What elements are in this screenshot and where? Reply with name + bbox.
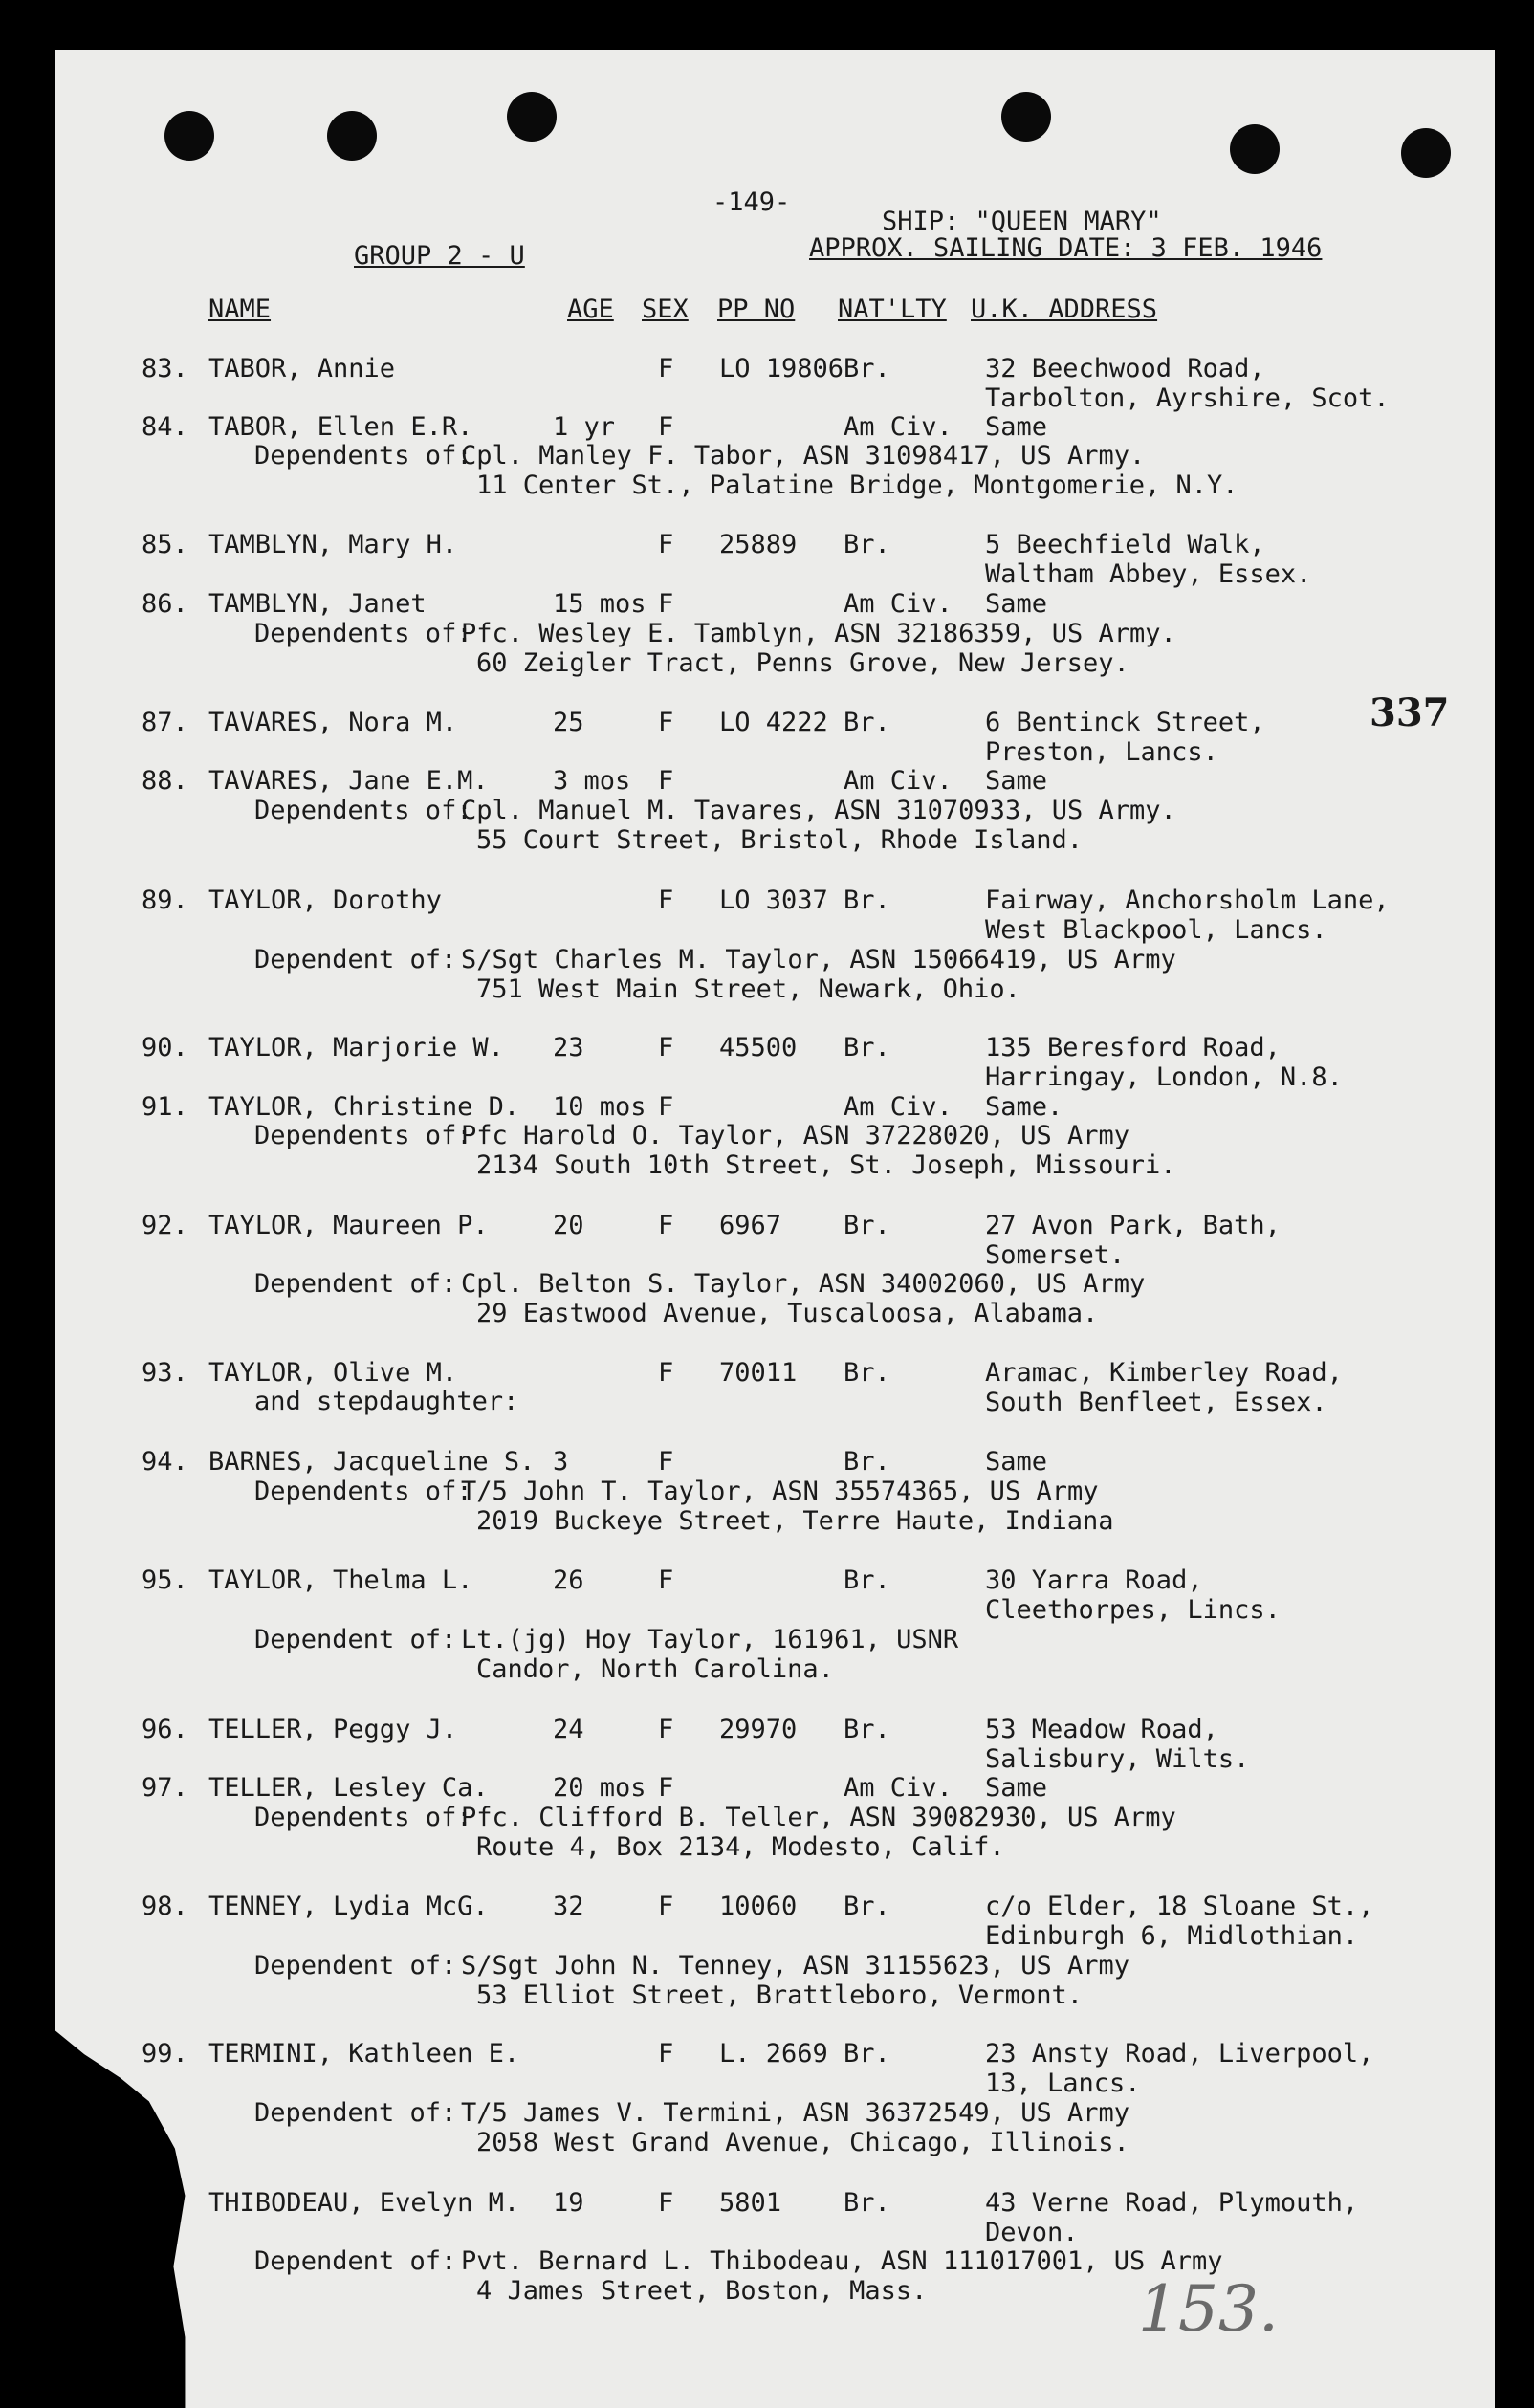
- punch-hole: [507, 92, 557, 142]
- sponsor-name: T/5 James V. Termini, ASN 36372549, US Army: [461, 2098, 1129, 2128]
- ship-label: SHIP: "QUEEN MARY": [882, 207, 1162, 236]
- sponsor-address: 55 Court Street, Bristol, Rhode Island.: [476, 825, 1083, 855]
- entry-address-line2: Tarbolton, Ayrshire, Scot.: [985, 383, 1390, 413]
- entry-nationality: Br.: [844, 886, 890, 915]
- group-label: GROUP 2 - U: [354, 241, 525, 271]
- entry-address: 53 Meadow Road,: [985, 1715, 1218, 1744]
- entry-passport: 29970: [719, 1715, 798, 1744]
- entry-nationality: Am Civ.: [844, 1092, 953, 1122]
- entry-sex: F: [658, 1565, 674, 1595]
- sponsor-address: Candor, North Carolina.: [476, 1654, 834, 1684]
- col-name: NAME: [208, 295, 272, 324]
- entry-number: 85.: [142, 530, 188, 559]
- entry-sex: F: [658, 886, 674, 915]
- entry-name: TAVARES, Nora M.: [208, 708, 458, 737]
- entry-address: Same: [985, 766, 1048, 796]
- entry-address: 27 Avon Park, Bath,: [985, 1211, 1281, 1240]
- dependent-label: Dependent of:: [254, 1269, 457, 1299]
- entry-address: 135 Beresford Road,: [985, 1033, 1281, 1062]
- entry-address-line2: Somerset.: [985, 1240, 1126, 1270]
- entry-address: 6 Bentinck Street,: [985, 708, 1265, 737]
- punch-hole: [327, 111, 377, 161]
- entry-name: TABOR, Annie: [208, 354, 396, 383]
- entry-name: TAYLOR, Thelma L.: [208, 1565, 473, 1595]
- entry-address: Same: [985, 1447, 1048, 1477]
- entry-address-line2: Cleethorpes, Lincs.: [985, 1595, 1281, 1625]
- entry-number: 93.: [142, 1358, 188, 1388]
- sponsor-address: 751 West Main Street, Newark, Ohio.: [476, 974, 1020, 1004]
- entry-name: TAMBLYN, Mary H.: [208, 530, 458, 559]
- entry-address: Same: [985, 412, 1048, 442]
- entry-age: 25: [553, 708, 584, 737]
- dependent-label: Dependents of:: [254, 1121, 472, 1150]
- entry-sex: F: [658, 766, 674, 796]
- entry-number: 92.: [142, 1211, 188, 1240]
- entry-age: 32: [553, 1892, 584, 1921]
- dependent-label: Dependent of:: [254, 2098, 457, 2128]
- entry-passport: 10060: [719, 1892, 798, 1921]
- sponsor-name: Cpl. Manuel M. Tavares, ASN 31070933, US Army.: [461, 796, 1176, 825]
- entry-name: THIBODEAU, Evelyn M.: [208, 2188, 520, 2218]
- entry-number: 88.: [142, 766, 188, 796]
- entry-age: 3 mos: [553, 766, 631, 796]
- entry-sex: F: [658, 1447, 674, 1477]
- sponsor-name: Pvt. Bernard L. Thibodeau, ASN 111017001, US Army: [461, 2246, 1223, 2276]
- sponsor-name: Cpl. Manley F. Tabor, ASN 31098417, US Army.: [461, 441, 1146, 471]
- entry-name: TAVARES, Jane E.M.: [208, 766, 489, 796]
- entry-passport: LO 19806: [719, 354, 844, 383]
- entry-nationality: Br.: [844, 2188, 890, 2218]
- side-number: 337: [1370, 690, 1450, 735]
- entry-name: TABOR, Ellen E.R.: [208, 412, 473, 442]
- entry-age: 19: [553, 2188, 584, 2218]
- sponsor-name: S/Sgt Charles M. Taylor, ASN 15066419, US Army: [461, 945, 1176, 974]
- entry-number: 90.: [142, 1033, 188, 1062]
- punch-hole: [1401, 128, 1451, 178]
- entry-name: TAMBLYN, Janet: [208, 589, 427, 619]
- entry-number: 89.: [142, 886, 188, 915]
- entry-address-line2: Salisbury, Wilts.: [985, 1744, 1250, 1774]
- entry-name: TENNEY, Lydia McG.: [208, 1892, 489, 1921]
- entry-address: Aramac, Kimberley Road,: [985, 1358, 1343, 1388]
- entry-sex: F: [658, 2039, 674, 2069]
- entry-address-line2: Preston, Lancs.: [985, 737, 1218, 767]
- entry-nationality: Br.: [844, 708, 890, 737]
- entry-number: 95.: [142, 1565, 188, 1595]
- entry-sex: F: [658, 1358, 674, 1388]
- punch-hole: [164, 111, 214, 161]
- entry-number: 94.: [142, 1447, 188, 1477]
- entry-nationality: Br.: [844, 1715, 890, 1744]
- dependent-label: Dependent of:: [254, 1625, 457, 1654]
- sponsor-address: Route 4, Box 2134, Modesto, Calif.: [476, 1832, 1005, 1862]
- entry-passport: 6967: [719, 1211, 782, 1240]
- entry-nationality: Br.: [844, 1358, 890, 1388]
- entry-nationality: Br.: [844, 530, 890, 559]
- entry-sex: F: [658, 1092, 674, 1122]
- sponsor-name: S/Sgt John N. Tenney, ASN 31155623, US Army: [461, 1951, 1129, 1981]
- entry-address: c/o Elder, 18 Sloane St.,: [985, 1892, 1374, 1921]
- entry-number: 91.: [142, 1092, 188, 1122]
- entry-sex: F: [658, 2188, 674, 2218]
- entry-nationality: Br.: [844, 354, 890, 383]
- entry-address: 23 Ansty Road, Liverpool,: [985, 2039, 1374, 2069]
- entry-address: Same: [985, 589, 1048, 619]
- entry-sex: F: [658, 354, 674, 383]
- entry-name: BARNES, Jacqueline S.: [208, 1447, 536, 1477]
- entry-number: 86.: [142, 589, 188, 619]
- sponsor-address: 2134 South 10th Street, St. Joseph, Missouri.: [476, 1150, 1176, 1180]
- entry-sex: F: [658, 1033, 674, 1062]
- dependent-label: and stepdaughter:: [254, 1387, 519, 1416]
- col-age: AGE: [567, 295, 614, 324]
- entry-passport: LO 3037: [719, 886, 828, 915]
- sponsor-address: 4 James Street, Boston, Mass.: [476, 2276, 928, 2306]
- entry-name: TELLER, Lesley Ca.: [208, 1773, 489, 1803]
- entry-address: 5 Beechfield Walk,: [985, 530, 1265, 559]
- dependent-label: Dependent of:: [254, 945, 457, 974]
- entry-sex: F: [658, 1715, 674, 1744]
- entry-address-line2: 13, Lancs.: [985, 2069, 1141, 2098]
- dependent-label: Dependents of:: [254, 1477, 472, 1506]
- punch-hole: [1001, 92, 1051, 142]
- entry-number: 83.: [142, 354, 188, 383]
- dependent-label: Dependent of:: [254, 2246, 457, 2276]
- entry-age: 10 mos: [553, 1092, 646, 1122]
- entry-age: 26: [553, 1565, 584, 1595]
- entry-nationality: Br.: [844, 1033, 890, 1062]
- entry-age: 3: [553, 1447, 569, 1477]
- handwritten-number: 153.: [1138, 2272, 1279, 2346]
- entry-address-line2: West Blackpool, Lancs.: [985, 915, 1327, 945]
- punch-hole: [1230, 124, 1280, 174]
- entry-nationality: Am Civ.: [844, 766, 953, 796]
- dependent-label: Dependent of:: [254, 1951, 457, 1981]
- sailing-date: APPROX. SAILING DATE: 3 FEB. 1946: [809, 233, 1323, 263]
- entry-sex: F: [658, 589, 674, 619]
- entry-number: 87.: [142, 708, 188, 737]
- sponsor-name: Pfc. Clifford B. Teller, ASN 39082930, US Army: [461, 1803, 1176, 1832]
- sponsor-address: 29 Eastwood Avenue, Tuscaloosa, Alabama.: [476, 1299, 1099, 1328]
- entry-passport: 45500: [719, 1033, 798, 1062]
- entry-age: 23: [553, 1033, 584, 1062]
- entry-age: 24: [553, 1715, 584, 1744]
- entry-address: Same.: [985, 1092, 1063, 1122]
- sponsor-address: 53 Elliot Street, Brattleboro, Vermont.: [476, 1981, 1083, 2010]
- entry-name: TELLER, Peggy J.: [208, 1715, 458, 1744]
- entry-address-line2: South Benfleet, Essex.: [985, 1388, 1327, 1417]
- sponsor-address: 11 Center St., Palatine Bridge, Montgomerie, N.Y.: [476, 471, 1238, 500]
- sponsor-name: T/5 John T. Taylor, ASN 35574365, US Army: [461, 1477, 1099, 1506]
- entry-age: 15 mos: [553, 589, 646, 619]
- entry-address: 32 Beechwood Road,: [985, 354, 1265, 383]
- entry-nationality: Br.: [844, 1892, 890, 1921]
- entry-sex: F: [658, 1773, 674, 1803]
- entry-nationality: Am Civ.: [844, 589, 953, 619]
- col-nat: NAT'LTY: [838, 295, 947, 324]
- entry-address-line2: Edinburgh 6, Midlothian.: [985, 1921, 1359, 1951]
- sponsor-name: Pfc. Wesley E. Tamblyn, ASN 32186359, US Army.: [461, 619, 1176, 648]
- entry-name: TAYLOR, Olive M.: [208, 1358, 458, 1388]
- entry-name: TAYLOR, Marjorie W.: [208, 1033, 504, 1062]
- col-addr: U.K. ADDRESS: [971, 295, 1158, 324]
- page-number: -149-: [712, 187, 791, 217]
- entry-number: 84.: [142, 412, 188, 442]
- sponsor-name: Lt.(jg) Hoy Taylor, 161961, USNR: [461, 1625, 959, 1654]
- entry-nationality: Br.: [844, 1211, 890, 1240]
- entry-passport: L. 2669: [719, 2039, 828, 2069]
- dependent-label: Dependents of:: [254, 1803, 472, 1832]
- dependent-label: Dependents of:: [254, 796, 472, 825]
- entry-number: 96.: [142, 1715, 188, 1744]
- entry-address: Same: [985, 1773, 1048, 1803]
- entry-number: 98.: [142, 1892, 188, 1921]
- entry-passport: 5801: [719, 2188, 782, 2218]
- col-pp: PP NO: [717, 295, 796, 324]
- entry-address-line2: Devon.: [985, 2218, 1079, 2247]
- entry-sex: F: [658, 1892, 674, 1921]
- sponsor-address: 60 Zeigler Tract, Penns Grove, New Jersey.: [476, 648, 1129, 678]
- sponsor-name: Cpl. Belton S. Taylor, ASN 34002060, US Army: [461, 1269, 1146, 1299]
- sponsor-address: 2058 West Grand Avenue, Chicago, Illinois.: [476, 2128, 1129, 2157]
- entry-name: TAYLOR, Dorothy: [208, 886, 442, 915]
- entry-sex: F: [658, 708, 674, 737]
- entry-address: 30 Yarra Road,: [985, 1565, 1203, 1595]
- entry-age: 1 yr: [553, 412, 616, 442]
- col-sex: SEX: [642, 295, 689, 324]
- entry-number: 97.: [142, 1773, 188, 1803]
- entry-name: TAYLOR, Maureen P.: [208, 1211, 489, 1240]
- entry-age: 20 mos: [553, 1773, 646, 1803]
- sponsor-name: Pfc Harold O. Taylor, ASN 37228020, US Army: [461, 1121, 1129, 1150]
- entry-address-line2: Waltham Abbey, Essex.: [985, 559, 1312, 589]
- entry-nationality: Am Civ.: [844, 1773, 953, 1803]
- entry-nationality: Br.: [844, 1447, 890, 1477]
- dependent-label: Dependents of:: [254, 619, 472, 648]
- entry-address-line2: Harringay, London, N.8.: [985, 1062, 1343, 1092]
- entry-nationality: Br.: [844, 1565, 890, 1595]
- entry-sex: F: [658, 1211, 674, 1240]
- entry-sex: F: [658, 530, 674, 559]
- entry-name: TAYLOR, Christine D.: [208, 1092, 520, 1122]
- entry-passport: LO 4222: [719, 708, 828, 737]
- entry-nationality: Br.: [844, 2039, 890, 2069]
- entry-number: 99.: [142, 2039, 188, 2069]
- entry-age: 20: [553, 1211, 584, 1240]
- entry-passport: 70011: [719, 1358, 798, 1388]
- entry-address: Fairway, Anchorsholm Lane,: [985, 886, 1390, 915]
- entry-nationality: Am Civ.: [844, 412, 953, 442]
- sponsor-address: 2019 Buckeye Street, Terre Haute, Indiana: [476, 1506, 1114, 1536]
- entry-name: TERMINI, Kathleen E.: [208, 2039, 520, 2069]
- entry-passport: 25889: [719, 530, 798, 559]
- entry-address: 43 Verne Road, Plymouth,: [985, 2188, 1359, 2218]
- dependent-label: Dependents of:: [254, 441, 472, 471]
- entry-sex: F: [658, 412, 674, 442]
